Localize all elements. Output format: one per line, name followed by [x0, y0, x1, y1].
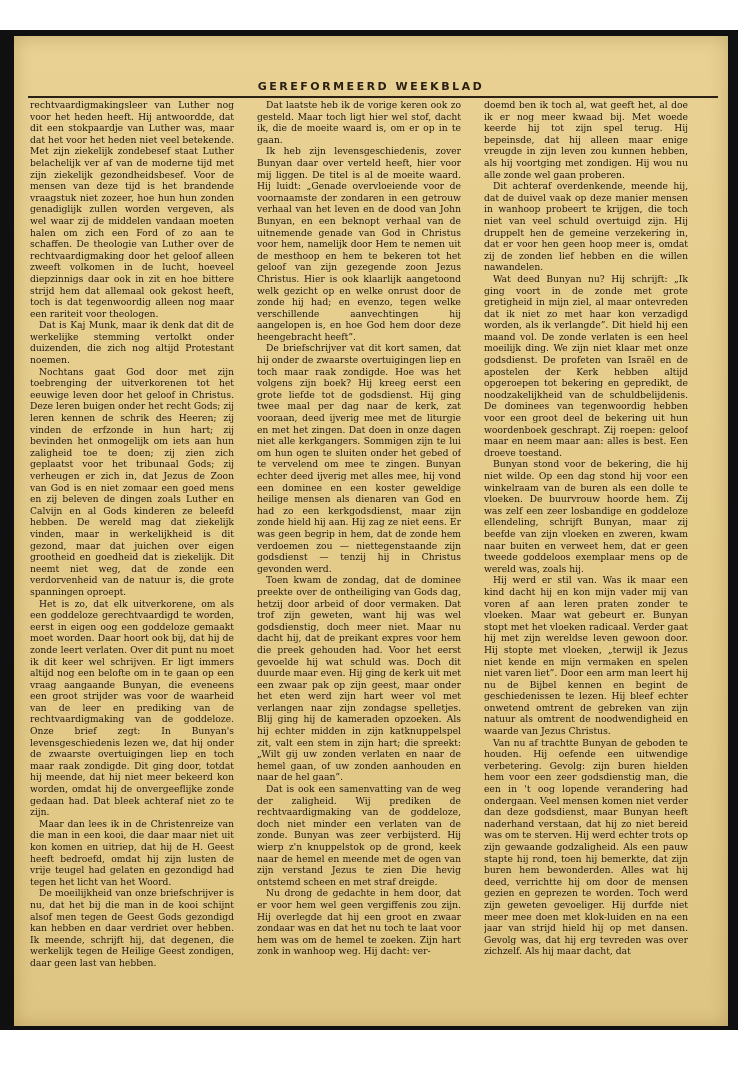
paragraph: Ik heb zijn levensgeschiedenis, zover Bunyan daar over verteld heeft, hier voor mij liggen. De titel is al de moeite waard. Hij luidt: „Genade overvloeiende voor de voornaamste der zondaren in een getrouw verhaal van het leven en de dood van John Bunyan, en een beknopt verhaal van de uitnemende genade van God in Christus voor hem, namelijk door Hem te nemen uit de mesthoop en hem te bekeren tot het geloof van zijn gezegende zoon Jezus Christus. Hier is ook klaarlijk aangetoond welk gezicht op en welke onrust door de zonde hij had; en evenzo, tegen welke verschillende aanvechtingen hij aangelopen is, en hoe God hem door deze heengebracht heeft”.	[257, 146, 461, 343]
paragraph: doemd ben ik toch al, wat geeft het, al doe ik er nog meer kwaad bij. Met woede keerde hij tot zijn spel terug. Hij bepeinsde, dat hij alleen maar enige vreugde in zijn leven zou kunnen hebben, als hij voortging met zondigen. Hij wou nu alle zonde wel gaan proberen.	[484, 100, 688, 181]
paragraph: Van nu af trachtte Bunyan de geboden te houden. Hij oefende een uitwendige verbetering. Gevolg: zijn buren hielden hem voor een zeer godsdienstig man, die een in 't oog lopende verandering had ondergaan. Veel mensen komen niet verder dan deze godsdienst, maar Bunyan heeft naderhand verstaan, dat hij zo niet bereid was om te sterven. Hij werd echter trots op zijn gewaande godzaligheid. Als een pauw stapte hij rond, toen hij bemerkte, dat zijn buren hem bewonderden. Alles wat hij deed, verrichtte hij om door de mensen gezien en geprezen te worden. Toch werd zijn geweten gevoeliger. Hij durfde niet meer mee doen met klok-luiden en na een jaar van strijd hield hij op met dansen. Gevolg was, dat hij erg tevreden was over zichzelf. Als hij maar dacht, dat	[484, 737, 688, 958]
header-rule	[28, 96, 718, 98]
paragraph: Nu drong de gedachte in hem door, dat er voor hem wel geen vergiffenis zou zijn. Hij overlegde dat hij een groot en zwaar zondaar was en dat het nu toch te laat voor hem was om de hemel te zoeken. Zijn hart zonk in wanhoop weg. Hij dacht: ver-	[257, 888, 461, 958]
page-sheet	[14, 36, 728, 1026]
text-column-1	[30, 100, 234, 1000]
paragraph: Bunyan stond voor de bekering, die hij niet wilde. Op een dag stond hij voor een winkelraam van de buren als een dolle te vloeken. De buurvrouw hoorde hem. Zij was zelf een zeer losbandige en goddeloze ellendeling, schrijft Bunyan, maar zij beefde van zijn vloeken en zweren, kwam naar buiten en verweet hem, dat er geen tweede goddeloos exemplaar mens op de wereld was, zoals hij.	[484, 459, 688, 575]
paragraph: rechtvaardigmakingsleer van Luther nog voor het heden heeft. Hij antwoordde, dat dit een stokpaardje van Luther was, maar dat het voor het heden niet veel betekende. Met zijn ziekelijk zondebesef staat Luther belachelijk ver af van de moderne tijd met zijn ziekelijk gezondheidsbesef. Voor de mensen van deze tijd is het brandende vraagstuk niet zozeer, hoe hun hun zonden genadiglijk zullen worden vergeven, als wel waar zij de middelen vandaan moeten halen om zich een Ford of zo aan te schaffen. De theologie van Luther over de rechtvaardigmaking door het geloof alleen zweeft volkomen in de lucht, hoeveel diepzinnigs daar ook in zit en hoe bittere strijd hem dat allemaal ook gekost heeft, toch is dat tegenwoordig alleen nog maar een rariteit voor theologen.	[30, 100, 234, 320]
paragraph: Dit achteraf overdenkende, meende hij, dat de duivel vaak op deze manier mensen in wanhoop probeert te krijgen, die toch niet van veel schuld overtuigd zijn. Hij druppelt hen de gemeine verzekering in, dat er voor hen geen hoop meer is, omdat zij de zonden lief hebben en die willen nawandelen.	[484, 181, 688, 274]
paragraph: Dat laatste heb ik de vorige keren ook zo gesteld. Maar toch ligt hier wel stof, dacht ik, die de moeite waard is, om er op in te gaan.	[257, 100, 461, 146]
running-header: GEREFORMEERD WEEKBLAD	[257, 80, 485, 93]
paragraph: Hij werd er stil van. Was ik maar een kind dacht hij en kon mijn vader mij van voren af aan leren praten zonder te vloeken. Maar wat gebeurt er. Bunyan stopt met het vloeken radicaal. Verder gaat hij met zijn wereldse leven gewoon door. Hij stopte met vloeken, „terwijl ik Jezus niet kende en mijn vermaken en spelen niet varen liet”. Door een arm man leert hij nu de Bijbel kennen en begint de geschiedenissen te lezen. Hij bleef echter onwetend omtrent de gebreken van zijn natuur als omtrent de noodwendigheid en waarde van Jezus Christus.	[484, 575, 688, 738]
paragraph: Dat is ook een samenvatting van de weg der zaligheid. Wij prediken de rechtvaardigmaking van de goddeloze, doch niet minder een verlaten van de zonde. Bunyan was zeer verbijsterd. Hij wierp z'n knuppelstok op de grond, keek naar de hemel en meende met de ogen van zijn verstand Jezus te zien Die hevig ontstemd scheen en met straf dreigde.	[257, 784, 461, 888]
paragraph: Het is zo, dat elk uitverkorene, om als een goddeloze gerechtvaardigd te worden, eerst in eigen oog een goddeloze gemaakt moet worden. Daar hoort ook bij, dat hij de zonde leert verlaten. Over dit punt nu moet ik dit keer wel schrijven. Er ligt immers altijd nog een belofte om in te gaan op een vraag aangaande Bunyan, die eveneens een groot strijder was voor de waarheid van de leer en prediking van de rechtvaardigmaking van de goddeloze. Onze brief zegt: In Bunyan's levensgeschiedenis lezen we, dat hij onder de zwaarste overtuigingen liep en toch maar raak zondigde. Dit ging door, totdat hij meende, dat hij niet meer bekeerd kon worden, omdat hij de onvergeeflijke zonde gedaan had. Dat bleek achteraf niet zo te zijn.	[30, 598, 234, 819]
paragraph: Dat is Kaj Munk, maar ik denk dat dit de werkelijke stemming vertolkt onder duizenden, die zich nog altijd Protestant noemen.	[30, 320, 234, 367]
paragraph: De briefschrijver vat dit kort samen, dat hij onder de zwaarste overtuigingen liep en toch maar raak zondigde. Hoe was het volgens zijn boek? Hij kreeg eerst een grote liefde tot de godsdienst. Hij ging twee maal per dag naar de kerk, zat vooraan, deed ijverig mee met de liturgie en met het zingen. Dat doen in onze dagen niet alle kerkgangers. Sommigen zijn te lui om hun ogen te sluiten onder het gebed of te vervelend om mee te zingen. Bunyan echter deed ijverig met alles mee, hij vond een dominee en een koster geweldige heilige mensen als dienaren van God en had zo een kerkgodsdienst, maar zijn zonde hield hij aan. Hij zag ze niet eens. Er was geen begrip in hem, dat de zonde hem verdoemen zou — niettegenstaande zijn godsdienst — tenzij hij in Christus gevonden werd.	[257, 343, 461, 575]
text-column-2	[257, 100, 461, 1000]
text-column-3	[484, 100, 688, 1000]
paragraph: Maar dan lees ik in de Christenreize van die man in een kooi, die daar maar niet uit kon komen en uitriep, dat hij de H. Geest heeft bedroefd, omdat hij zijn lusten de vrije teugel had gelaten en gezondigd had tegen het licht van het Woord.	[30, 818, 234, 888]
paragraph: De moeilijkheid van onze briefschrijver is nu, dat het bij die man in de kooi schijnt alsof men tegen de Geest Gods gezondigd kan hebben en daar verdriet over hebben. Ik meende, schrijft hij, dat degenen, die werkelijk tegen de Heilige Geest zondigen, daar geen last van hebben.	[30, 888, 234, 969]
paragraph: Nochtans gaat God door met zijn toebrenging der uitverkorenen tot het eeuwige leven door het geloof in Christus. Deze leren buigen onder het recht Gods; zij leren kennen de schrik des Heeren; zij vinden de erfzonde in hun hart; zij bevinden het onmogelijk om iets aan hun zaligheid toe te doen; zij zien zich geplaatst voor het tribunaal Gods; zij verheugen er zich in, dat Jezus de Zoon van God is en niet zomaar een goed mens en zij beleven de dingen zoals Luther en Calvijn en al Gods kinderen ze beleefd hebben. De wereld mag dat ziekelijk vinden, maar in werkelijkheid is dit gezond, maar dat juichen over eigen grootheid en goedheid dat is ziekelijk. Dit neemt niet weg, dat de zonde een verdorvenheid van de natuur is, die grote spanningen oproept.	[30, 366, 234, 598]
paragraph: Wat deed Bunyan nu? Hij schrijft: „Ik ging voort in de zonde met grote gretigheid in mijn ziel, al maar ontevreden dat ik niet zo met haar kon verzadigd worden, als ik verlangde”. Dit hield hij een maand vol. De zonde verlaten is een heel moeilijk ding. We zijn niet klaar met onze godsdienst. De profeten van Israël en de apostelen der Kerk hebben altijd opgeroepen tot bekering en gepredikt, de noodzakelijkheid van de schuldbelijdenis. De dominees van tegenwoordig hebben voor een groot deel de bekering uit hun woordenboek geschrapt. Zij roepen: geloof maar en neem maar aan: alles is best. Een droeve toestand.	[484, 273, 688, 459]
paragraph: Toen kwam de zondag, dat de dominee preekte over de ontheiliging van Gods dag, hetzij door arbeid of door vermaken. Dat trof zijn geweten, want hij was wel godsdienstig, doch meer niet. Maar nu dacht hij, dat de preikant expres voor hem die preek gehouden had. Voor het eerst gevoelde hij wat schuld was. Doch dit duurde maar even. Hij ging de kerk uit met een zwaar pak op zijn geest, maar onder het eten werd zijn hart weer vol met verlangen naar zijn zondagse spelletjes. Blij ging hij de kameraden opzoeken. Als hij echter midden in zijn katknuppelspel zit, valt een stem in zijn hart; die spreekt: „Wilt gij uw zonden verlaten en naar de hemel gaan, of uw zonden aanhouden en naar de hel gaan”.	[257, 575, 461, 784]
